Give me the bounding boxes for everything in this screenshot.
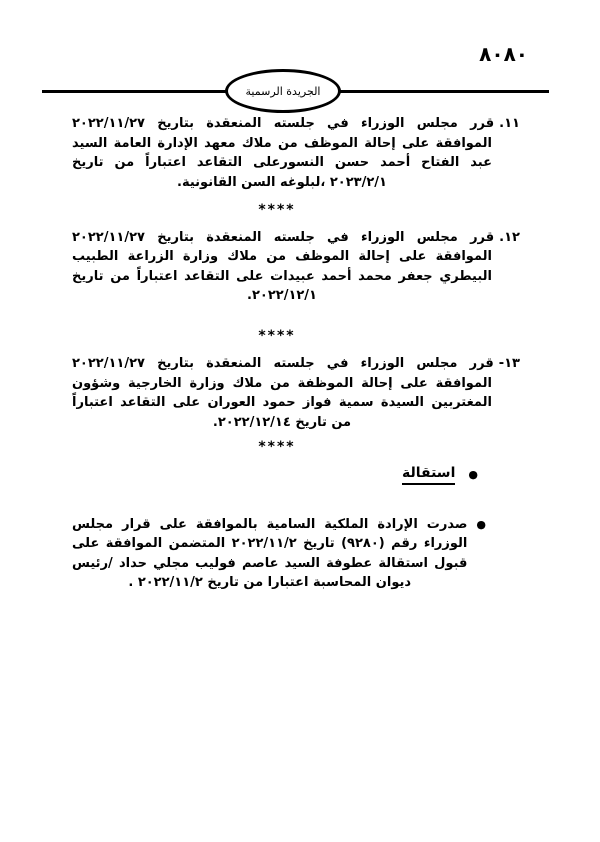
decision-text: قرر مجلس الوزراء في جلسته المنعقدة بتاريخ ٢٠٢٢/١١/٢٧ الموافقة على إحالة الموظف من ملاك معهد الإدارة العامة السيد عبد الفتاح أحمد حسن النسورعلى التقاعد اعتباراً من تاريخ ٢٠٢٣/٢/١ ،لبلوغه السن القانونية. [72, 116, 495, 190]
page-content [72, 114, 520, 593]
bullet-icon: ● [468, 468, 478, 481]
decision-item-13 [72, 354, 520, 432]
decision-text: قرر مجلس الوزراء في جلسته المنعقدة بتاريخ ٢٠٢٢/١١/٢٧ الموافقة على إحالة الموظفة من ملاك وزارة الخارجية وشؤون المغتربين السيدة سمية فواز حمود العوران على التقاعد اعتباراً من تاريخ ٢٠٢٢/١٢/١٤. [72, 356, 494, 430]
gazette-banner-ellipse [225, 69, 341, 113]
decision-item-12 [72, 228, 520, 306]
resignation-heading-text: استقالة [402, 465, 455, 485]
stars-separator: **** [258, 202, 296, 218]
stars-separator: **** [258, 439, 296, 455]
resignation-paragraph-text: صدرت الإرادة الملكية السامية بالموافقة على قرار مجلس الوزراء رقم (٩٢٨٠) تاريخ ٢٠٢٢/١١/٢ المتضمن الموافقة على قبول استقالة عطوفة السيد عاصم فوليب مجلي حداد /رئيس ديوان المحاسبة اعتبارا من تاريخ ٢٠٢٢/١١/٢ . [72, 516, 468, 590]
resignation-paragraph-item [72, 515, 486, 593]
bullet-icon: ● [476, 517, 486, 531]
decision-number: ١٢. [499, 229, 520, 245]
page-number: ٨٠٨٠ [479, 42, 528, 66]
decision-item-11 [72, 114, 520, 192]
resignation-section-heading [72, 465, 478, 485]
decision-text: قرر مجلس الوزراء في جلسته المنعقدة بتاريخ ٢٠٢٢/١١/٢٧ الموافقة على إحالة الموظف من ملاك وزارة الزراعة الطبيب البيطري جعفر محمد أحمد عبيدات على التقاعد اعتباراً من تاريخ ٢٠٢٢/١٢/١. [72, 229, 495, 303]
stars-separator: **** [258, 327, 296, 344]
decision-number: ١١. [499, 116, 520, 131]
decision-number: ١٣- [498, 356, 520, 371]
gazette-banner-title: الجريدة الرسمية [245, 84, 321, 98]
